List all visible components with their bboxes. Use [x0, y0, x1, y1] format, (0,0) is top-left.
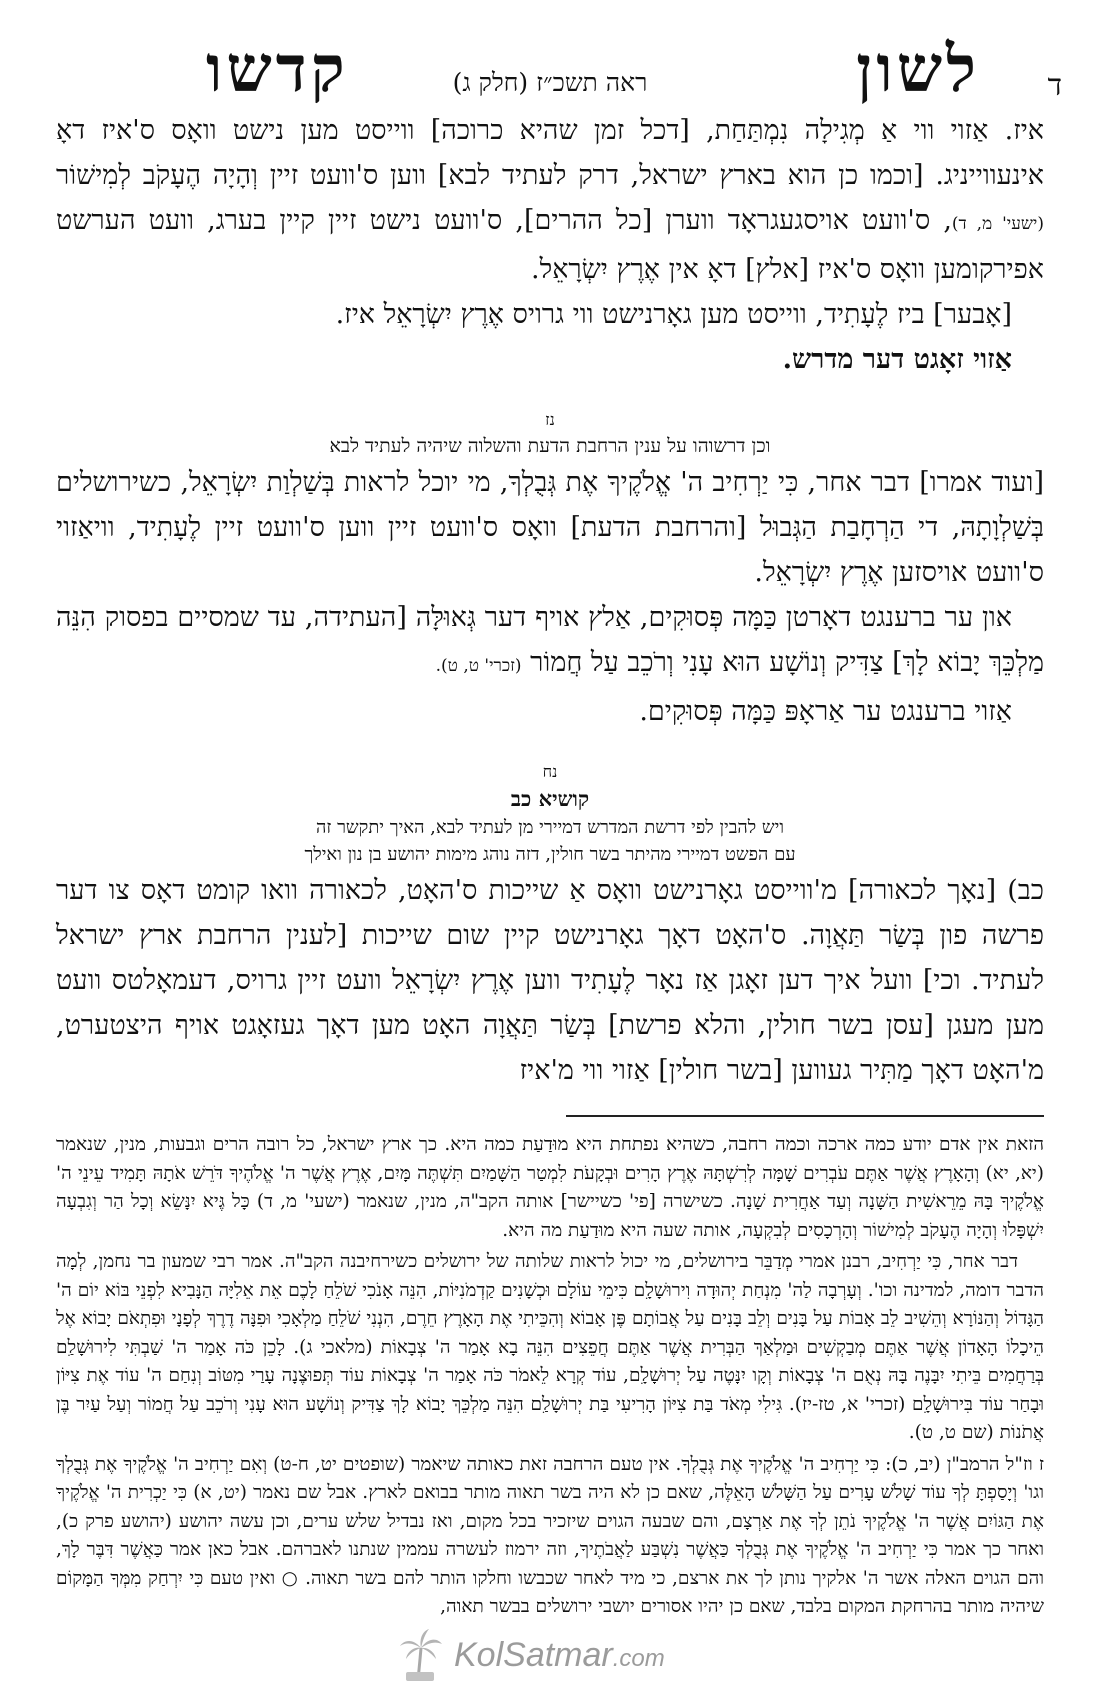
section-number: נח [542, 762, 558, 781]
question-description: ויש להבין לפי דרשת המדרש דמיירי מן לעתיד לבא, האיך יתקשר זה [316, 817, 784, 838]
paragraph: [ועוד אמרו] דבר אחר, כִּי יַרְחִיב ה' אֱלֹקֶיךָ אֶת גְּבֻלְךָ, מי יוכל לראות בְּשַׁלְוַת יִשְׂרָאֵל, כשירושלים בְּשַׁלְוָתָהּ, די הַרְחָבַת הַגְּבוּל [והרחבת הדעת] וואָס ס'וועט זיין ווען ס'וועט זיין לֶעָתִיד, וויאַזוי ס'וועט אויסזען אֶרֶץ יִשְׂרָאֵל. [56, 467, 1044, 588]
section-title: וכן דרשוהו על ענין הרחבת הדעת והשלוה שיהיה לעתיד לבא [329, 435, 771, 457]
palm-tree-icon [398, 1628, 444, 1682]
running-title-right: לשון [856, 32, 980, 107]
paragraph-text: איז. אַזוי ווי אַ מְגִילָה נִמְתַּחַת, [דכל זמן שהיא כרוכה] ווייסט מען נישט וואָס ס'איז דאָ אינעווייניג. [וכמו כן הוא בארץ ישראל, דרק לעתיד לבא] ווען ס'וועט זיין וְהָיָה הֶעָקֹב לְמִישׁוֹר [56, 115, 1044, 191]
page [56, 32, 1062, 1700]
verse-reference: (זכרי' ט, ט). [435, 656, 522, 676]
question-title: קושיא כב [510, 786, 590, 811]
paragraph: אַזוי ברענגט ער אַראָפּ כַּמָּה פְּסוּקִים. [639, 696, 1012, 727]
paragraph-text: און ער ברענגט דאָרטן כַּמָּה פְּסוּקִים, אַלץ אויף דער גְּאוּלָּה [העתידה, עד שמסיים בפסוק הִנֵּה מַלְכֵּךְ יָבוֹא לָךְ] צַדִּיק וְנוֹשָׁע הוּא עָנִי וְרֹכֵב עַל חֲמוֹר [56, 602, 1044, 678]
footnotes [56, 1131, 1044, 1622]
verse-reference: (ישעי' מ, ד) [951, 214, 1044, 234]
watermark-text [454, 1636, 665, 1675]
paragraph: כב) [נאָך לכאורה] מ'ווייסט גאָרנישט וואָס אַ שייכות ס'האָט, לכאורה וואו קומט דאָס צו דער פרשה פון בְּשַׂר תַּאֲוָה. ס'האָט דאָך גאָרנישט קיין שום שייכות [לענין הרחבת ארץ ישראל לעתיד. וכי] וועל איך דען זאָגן אַז נאָר לֶעָתִיד ווען אֶרֶץ יִשְׂרָאֵל וועט זיין גרויס, דעמאָלטס וועט מען מעגן [עסן בשר חולין, והלא פרשת] בְּשַׂר תַּאֲוָה האָט מען דאָך געזאָגט אויף היצטערט, מ'האָט דאָך מַתִּיר געווען [בשר חולין] אַזוי ווי מ'איז [56, 875, 1044, 1086]
watermark-brand: KolSatmar [454, 1635, 613, 1674]
paragraph [56, 337, 1044, 382]
paragraph [56, 108, 1044, 292]
paragraph [56, 595, 1044, 689]
footnote-divider [566, 1115, 1044, 1117]
paragraph-text: אַזוי זאָגט דער מדרש. [782, 344, 1012, 375]
footnote: הזאת אין אדם יודע כמה ארכה וכמה רחבה, כשהיא נפתחת היא מוּדַעַת כמה היא. כך ארץ ישראל, כל רובה הרים וגבעות, מנין, שנאמר (יא, יא) וְהָאָרֶץ אֲשֶׁר אַתֶּם עֹבְרִים שָׁמָּה לְרִשְׁתָּהּ אֶרֶץ הָרִים וּבְקָעֹת לִמְטַר הַשָּׁמַיִם תִּשְׁתֶּה מָּיִם, אֶרֶץ אֲשֶׁר ה' אֱלֹהֶיךָ דֹּרֵשׁ אֹתָהּ תָּמִיד עֵינֵי ה' אֱלֹקֶיךָ בָּהּ מֵרֵאשִׁית הַשָּׁנָה וְעַד אַחֲרִית שָׁנָה. כשישרה [פי' כשיישר] אותה הקב"ה, מנין, שנאמר (ישעי' מ, ד) כָּל גֶּיא יִנָּשֵׂא וְכָל הַר וְגִבְעָה יִשְׁפָּלוּ וְהָיָה הֶעָקֹב לְמִישׁוֹר וְהָרְכָסִים לְבִקְעָה, אותה שעה היא מוּדַעַת מה היא. [56, 1134, 1044, 1241]
main-text [56, 108, 1044, 1093]
watermark [398, 1628, 665, 1682]
paragraph: [אָבער] ביז לֶעָתִיד, ווייסט מען גאָרנישט ווי גרויס אֶרֶץ יִשְׂרָאֵל איז. [335, 299, 1012, 330]
footnote: ז וז"ל הרמב"ן (יב, כ): כִּי יַרְחִיב ה' אֱלֹקֶיךָ אֶת גְּבֻלְךָ. אין טעם הרחבה זאת כאותה שיאמר (שופטים יט, ח-ט) וְאִם יַרְחִיב ה' אֱלֹקֶיךָ אֶת גְּבֻלְךָ וגו' וְיָסַפְתָּ לְךָ עוֹד שָׁלֹשׁ עָרִים עַל הַשָּׁלֹשׁ הָאֵלֶּה, שאם כן לא היה בשר תאוה מותר בבואם לארץ. אבל שם נאמר (יט, א) כִּי יַכְרִית ה' אֱלֹקֶיךָ אֶת הַגּוֹיִם אֲשֶׁר ה' אֱלֹקֶיךָ נֹתֵן לְךָ אֶת אַרְצָם, והם שבעה הגוים שיזכיר בכל מקום, ואז נבדיל שלש ערים, וכן עשה יהושע (יהושע פרק כ), ואחר כך אמר כִּי יַרְחִיב ה' אֱלֹקֶיךָ אֶת גְּבֻלְךָ כַּאֲשֶׁר נִשְׁבַּע לַאֲבֹתֶיךָ, וזה ירמוז לעשרה עממין שנתנו לאברהם. אבל כאן אמר כַּאֲשֶׁר דִּבֶּר לָךְ, והם הגוים האלה אשר ה' אלקיך נותן לך את ארצם, כי מיד לאחר שכבשו וחלקו הותר להם בשר תאוה. ○ ואין טעם כִּי יִרְחַק מִמְּךָ הַמָּקוֹם שיהיה מותר בהרחקת המקום בלבד, שאם כן יהיו אסורים יושבי ירושלים בבשר תאוה, [56, 1453, 1044, 1617]
page-number: ד [1047, 68, 1062, 103]
running-subtitle: ראה תשכ״ז (חלק ג) [452, 68, 648, 97]
section-number: נז [545, 410, 555, 429]
question-description: עם הפשט דמיירי מהיתר בשר חולין, דזה נוהג מימות יהושע בן נון ואילך [304, 844, 796, 865]
section-heading [56, 408, 1044, 460]
page-header [56, 32, 1062, 108]
section-heading [56, 760, 1044, 868]
running-title-left: קדשו [206, 32, 349, 107]
paragraph-text: , ס'וועט אויסגעגראָד ווערן [כל ההרים], ס'וועט נישט זיין קיין בערג, וועט הערשט אפירקומען וואָס ס'איז [אלץ] דאָ אין אֶרֶץ יִשְׂרָאֵל. [56, 205, 1044, 285]
watermark-domain: .com [612, 1644, 665, 1672]
footnote: דבר אחר, כִּי יַרְחִיב, רבנן אמרי מְדַבֵּר בירושלים, מי יכול לראות שלותה של ירושלים כשירחיבנה הקב"ה. אמר רבי שמעון בר נחמן, לְמָה הדבר דומה, למדינה וכו'. וְעָרְבָה לַה' מִנְחַת יְהוּדָה וִירוּשָׁלִָם כִּימֵי עוֹלָם וּכְשָׁנִים קַדְמֹנִיּוֹת, הִנֵּה אָנֹכִי שֹׁלֵחַ לָכֶם אֵת אֵלִיָּה הַנָּבִיא לִפְנֵי בּוֹא יוֹם ה' הַגָּדוֹל וְהַנּוֹרָא וְהֵשִׁיב לֵב אָבוֹת עַל בָּנִים וְלֵב בָּנִים עַל אֲבוֹתָם פֶּן אָבוֹא וְהִכֵּיתִי אֶת הָאָרֶץ חֵרֶם, הִנְנִי שֹׁלֵחַ מַלְאָכִי וּפִנָּה דֶרֶךְ לְפָנָי וּפִתְאֹם יָבוֹא אֶל הֵיכָלוֹ הָאָדוֹן אֲשֶׁר אַתֶּם מְבַקְשִׁים וּמַלְאַךְ הַבְּרִית אֲשֶׁר אַתֶּם חֲפֵצִים הִנֵּה בָא אָמַר ה' צְבָאוֹת (מלאכי ג). לָכֵן כֹּה אָמַר ה' שַׁבְתִּי לִירוּשָׁלִַם בְּרַחֲמִים בֵּיתִי יִבָּנֶה בָּהּ נְאֻם ה' צְבָאוֹת וְקָו יִנָּטֶה עַל יְרוּשָׁלִָם, עוֹד קְרָא לֵאמֹר כֹּה אָמַר ה' צְבָאוֹת עוֹד תְּפוּצֶנָה עָרַי מִטּוֹב וְנִחַם ה' עוֹד אֶת צִיּוֹן וּבָחַר עוֹד בִּירוּשָׁלִָם (זכרי' א, טז-יז). גִּילִי מְאֹד בַּת צִיּוֹן הָרִיעִי בַּת יְרוּשָׁלִַם הִנֵּה מַלְכֵּךְ יָבוֹא לָךְ צַדִּיק וְנוֹשָׁע הוּא עָנִי וְרֹכֵב עַל חֲמוֹר וְעַל עַיִר בֶּן אֲתֹנוֹת (שם ט, ט). [56, 1251, 1044, 1443]
